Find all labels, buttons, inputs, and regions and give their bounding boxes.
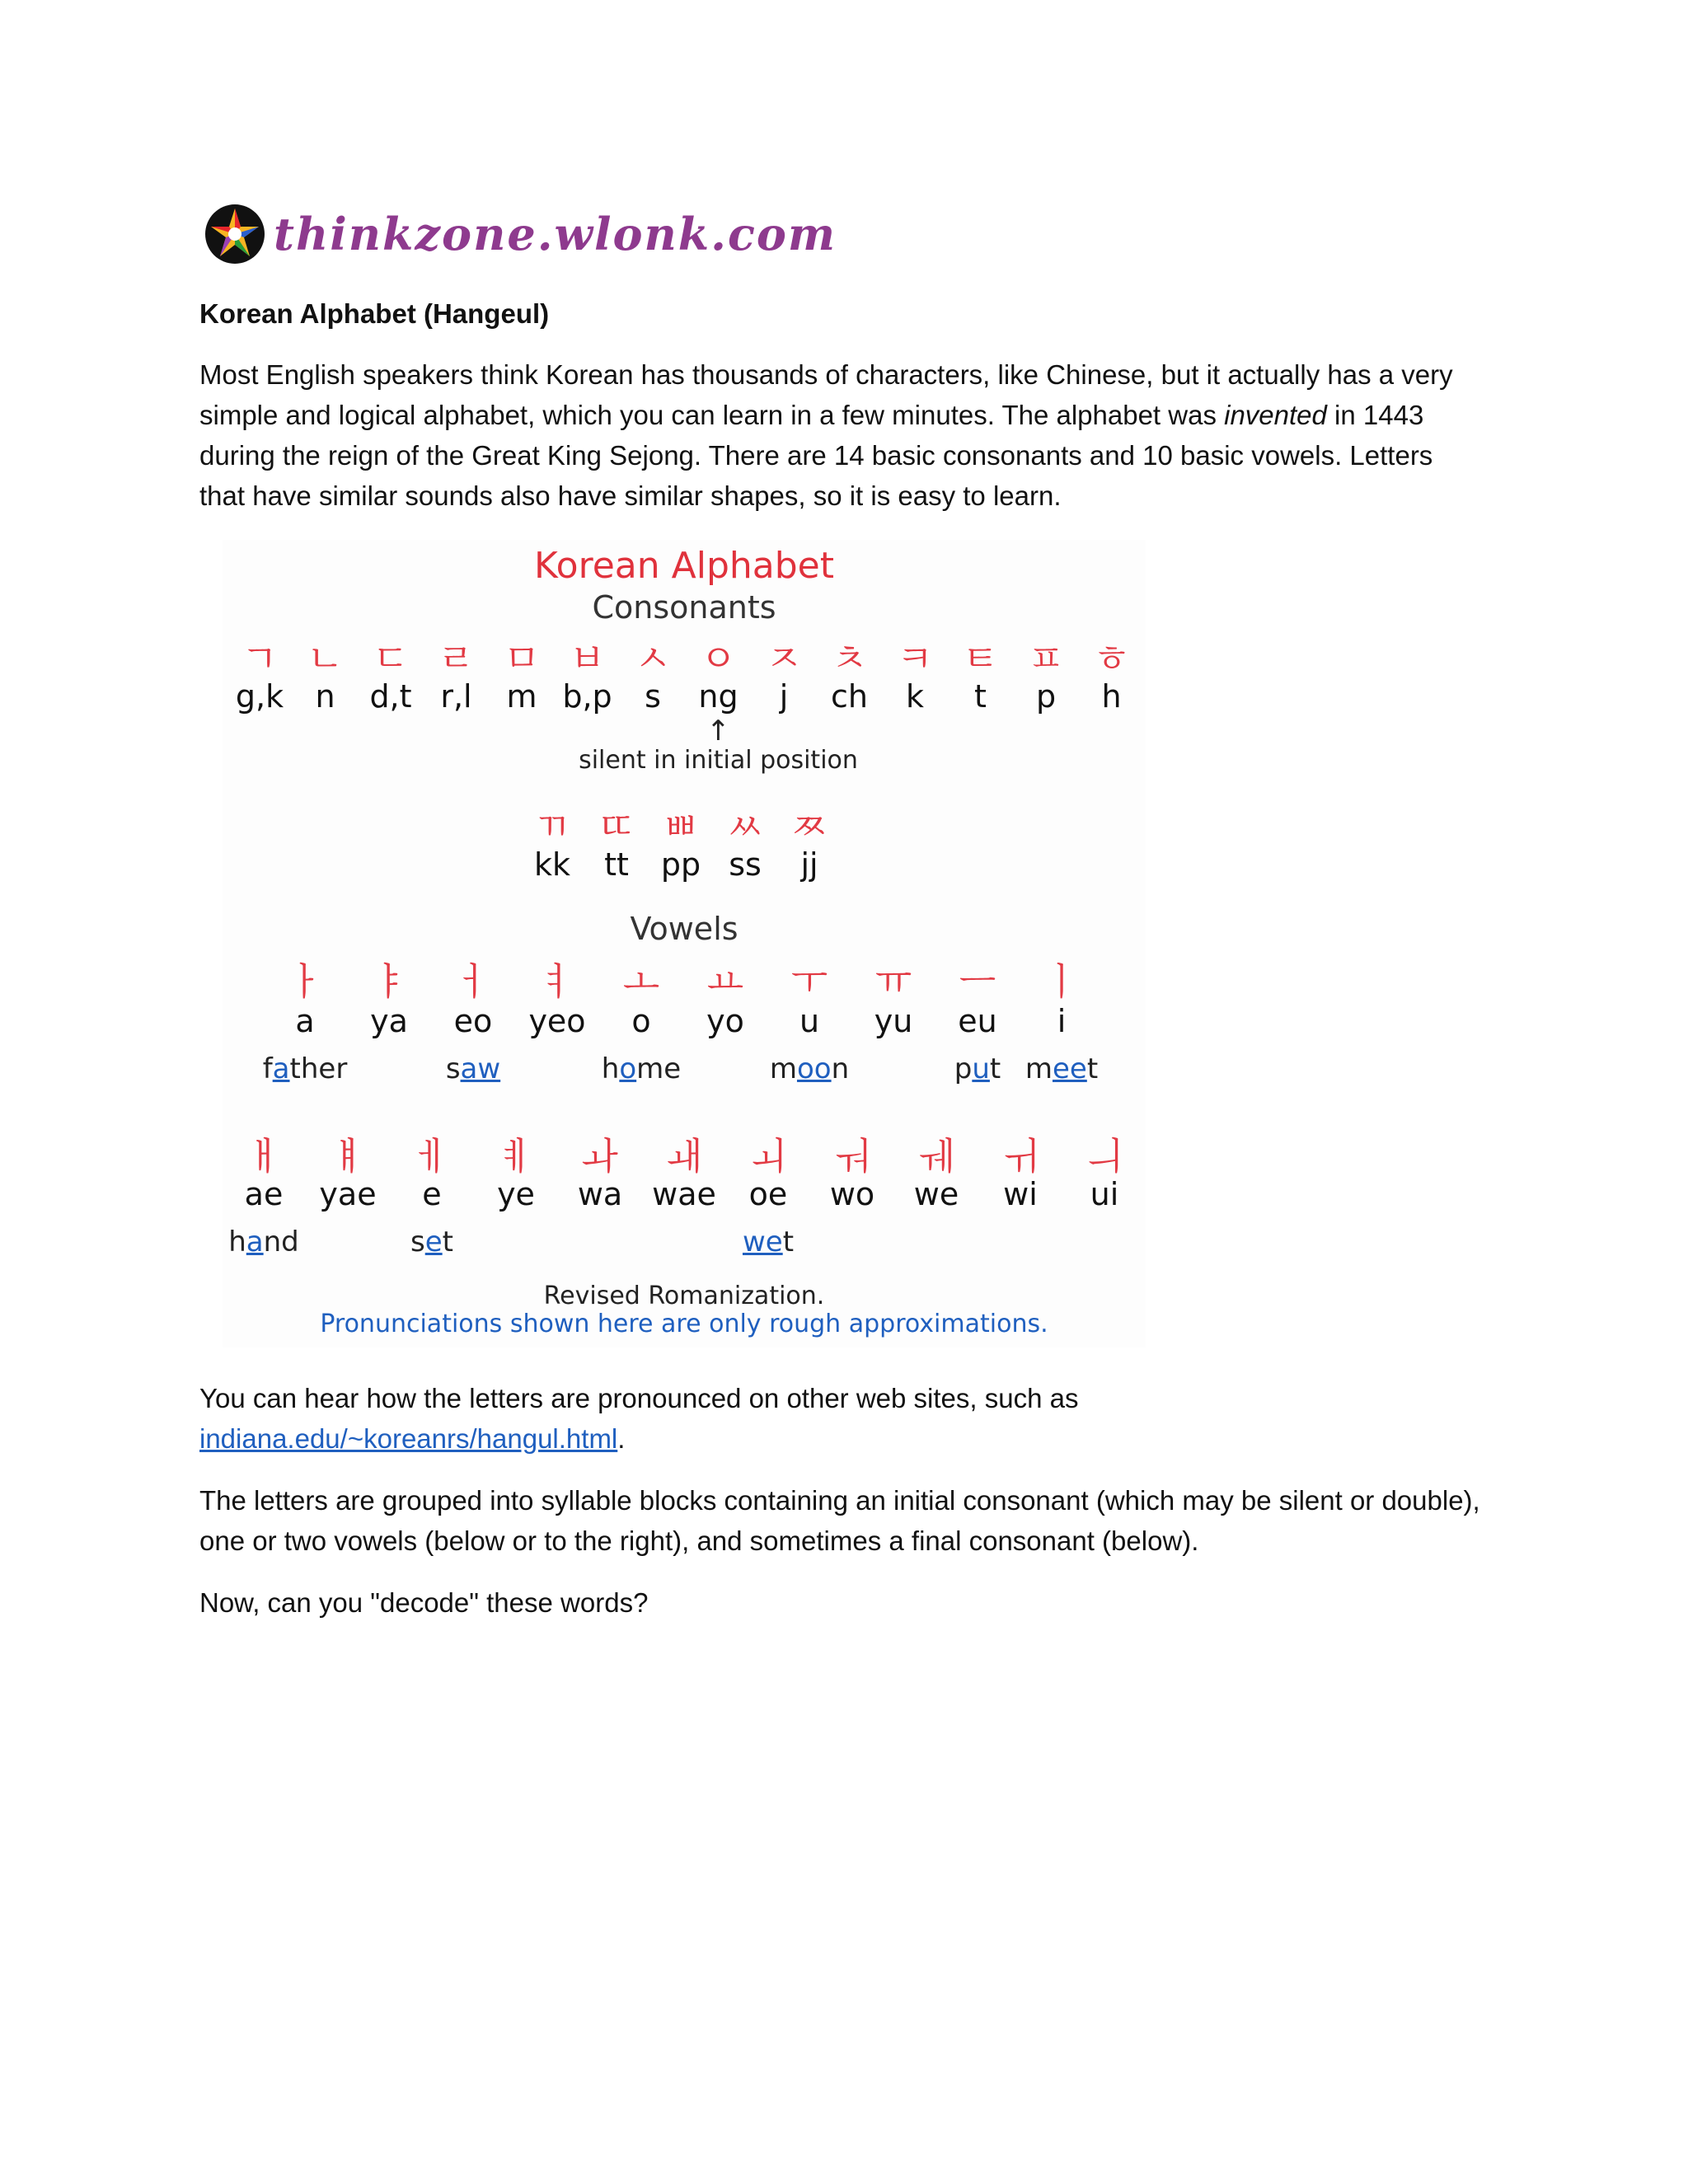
vowel-hangul: ㅡ: [959, 959, 996, 1004]
compound-vowel-hangul: ㅘ: [581, 1134, 619, 1179]
vowel-roman: o: [631, 1003, 651, 1039]
star-logo-icon: [204, 204, 265, 265]
approximation-note: Pronunciations shown here are only rough approximations.: [320, 1310, 1048, 1338]
double-consonant-hangul: ㄲ: [533, 804, 571, 849]
double-consonant-roman: tt: [604, 846, 629, 883]
consonant-hangul: ㅍ: [1027, 636, 1065, 681]
pronunciation-after: .: [617, 1423, 626, 1454]
vowel-example: father: [262, 1052, 348, 1085]
vowel-hangul: ㅣ: [1043, 959, 1081, 1004]
consonant-roman: t: [974, 678, 987, 715]
consonant-roman: b,p: [562, 678, 612, 715]
compound-vowel-roman: wi: [1003, 1176, 1038, 1212]
romanization-note: Revised Romanization.: [543, 1282, 825, 1310]
consonant-roman: r,l: [440, 678, 472, 715]
consonant-hangul: ㅎ: [1093, 636, 1130, 681]
compound-vowel-roman: oe: [748, 1176, 788, 1212]
consonant-hangul: ㅁ: [503, 636, 541, 681]
compound-vowel-hangul: ㅢ: [1085, 1134, 1123, 1179]
compound-vowel-hangul: ㅙ: [665, 1134, 703, 1179]
double-consonant-roman: jj: [800, 846, 818, 883]
compound-vowel-roman: ui: [1090, 1176, 1119, 1212]
vowel-roman: ya: [370, 1003, 408, 1039]
intro-emphasis: invented: [1224, 400, 1327, 430]
consonant-roman: k: [905, 678, 924, 715]
vowel-hangul: ㅏ: [286, 959, 324, 1004]
pronunciation-paragraph: [199, 1378, 1485, 1459]
vowel-hangul: ㅗ: [622, 959, 660, 1004]
consonant-hangul: ㄴ: [307, 636, 344, 681]
intro-paragraph: [199, 354, 1485, 516]
vowel-hangul: ㅑ: [370, 959, 408, 1004]
decode-paragraph: Now, can you "decode" these words?: [199, 1587, 649, 1618]
double-consonant-hangul: ㅃ: [662, 804, 700, 849]
vowel-roman: yu: [874, 1003, 913, 1039]
compound-vowel-hangul: ㅖ: [497, 1134, 535, 1179]
compound-vowel-roman: wae: [652, 1176, 716, 1212]
consonant-roman: d,t: [369, 678, 412, 715]
consonant-roman: g,k: [235, 678, 284, 715]
vowel-roman: yo: [706, 1003, 744, 1039]
vowel-roman: a: [295, 1003, 315, 1039]
compound-vowel-hangul: ㅔ: [413, 1134, 451, 1179]
consonant-roman: h: [1101, 678, 1122, 715]
compound-vowel-hangul: ㅐ: [245, 1134, 283, 1179]
compound-vowel-hangul: ㅟ: [1001, 1134, 1039, 1179]
consonant-hangul: ㄷ: [372, 636, 410, 681]
korean-alphabet-figure: [223, 540, 1146, 1347]
vowels-label: Vowels: [630, 911, 738, 947]
consonant-roman: p: [1035, 678, 1057, 715]
silent-note: silent in initial position: [579, 746, 858, 775]
vowel-hangul: ㅜ: [790, 959, 828, 1004]
compound-vowel-hangul: ㅒ: [329, 1134, 367, 1179]
vowel-hangul: ㅕ: [538, 959, 576, 1004]
double-consonant-hangul: ㄸ: [598, 804, 635, 849]
page-heading: Korean Alphabet (Hangeul): [199, 298, 550, 329]
arrow-up-icon: ↑: [706, 715, 730, 748]
vowel-example: saw: [445, 1052, 501, 1085]
compound-vowel-roman: ae: [244, 1176, 284, 1212]
vowel-hangul: ㅛ: [706, 959, 744, 1004]
consonant-hangul: ㅌ: [962, 636, 999, 681]
intro-text-2: in 1443 during the reign of the Great King Sejong. There are 14 basic consonants and 10 basic vowels. Letters that have similar sounds also have similar shapes, so it is easy to learn.: [199, 400, 1433, 511]
vowel-roman: i: [1057, 1003, 1067, 1039]
compound-vowel-roman: we: [913, 1176, 959, 1212]
consonant-roman: j: [779, 678, 789, 715]
vowel-hangul: ㅓ: [454, 959, 492, 1004]
compound-vowel-example: set: [410, 1226, 453, 1258]
vowel-roman: yeo: [528, 1003, 586, 1039]
logo-text: thinkzone.wlonk.com: [274, 208, 837, 260]
consonant-hangul: ㅂ: [569, 636, 606, 681]
compound-vowel-roman: wo: [829, 1176, 875, 1212]
compound-vowel-roman: wa: [577, 1176, 623, 1212]
double-consonant-hangul: ㅆ: [726, 804, 764, 849]
compound-vowel-roman: e: [422, 1176, 442, 1212]
double-consonant-roman: kk: [533, 846, 570, 883]
consonants-label: Consonants: [592, 589, 776, 626]
vowel-example: put: [954, 1052, 1001, 1085]
consonant-hangul: ㅇ: [700, 636, 737, 681]
site-logo[interactable]: [204, 201, 837, 267]
double-consonant-roman: ss: [729, 846, 762, 883]
indiana-link[interactable]: indiana.edu/~koreanrs/hangul.html: [199, 1423, 618, 1454]
compound-vowel-example: hand: [228, 1226, 299, 1258]
vowel-example: moon: [769, 1052, 850, 1085]
vowel-hangul: ㅠ: [874, 959, 912, 1004]
consonant-hangul: ㅅ: [634, 636, 672, 681]
vowel-roman: eo: [453, 1003, 493, 1039]
compound-vowel-example: wet: [742, 1226, 795, 1258]
consonant-hangul: ㄱ: [241, 636, 279, 681]
consonant-hangul: ㄹ: [438, 636, 475, 681]
consonant-hangul: ㅈ: [765, 636, 803, 681]
consonant-roman: m: [506, 678, 537, 715]
compound-vowel-hangul: ㅚ: [749, 1134, 787, 1179]
vowel-example: home: [601, 1052, 682, 1085]
compound-vowel-hangul: ㅞ: [917, 1134, 955, 1179]
double-consonant-roman: pp: [660, 846, 701, 883]
compound-vowel-roman: ye: [497, 1176, 535, 1212]
intro-text-1: Most English speakers think Korean has thousands of characters, like Chinese, but it actually has a very simple and logical alphabet, which you can learn in a few minutes. The alphabet was: [199, 359, 1453, 430]
compound-vowel-roman: yae: [319, 1176, 377, 1212]
compound-vowel-hangul: ㅝ: [833, 1134, 871, 1179]
figure-title: Korean Alphabet: [534, 545, 834, 587]
consonant-roman: s: [645, 678, 661, 715]
consonant-roman: ch: [831, 678, 868, 715]
consonant-hangul: ㅊ: [831, 636, 868, 681]
vowel-roman: eu: [958, 1003, 997, 1039]
consonant-roman: ng: [698, 678, 738, 715]
pronunciation-text: You can hear how the letters are pronounced on other web sites, such as: [199, 1383, 1079, 1413]
syllable-paragraph: The letters are grouped into syllable blocks containing an initial consonant (which may be silent or double), one or two vowels (below or to the right), and sometimes a final consonant (below).: [199, 1485, 1480, 1556]
consonant-hangul: ㅋ: [896, 636, 934, 681]
double-consonant-hangul: ㅉ: [790, 804, 828, 849]
consonant-roman: n: [315, 678, 335, 715]
vowel-roman: u: [799, 1003, 820, 1039]
vowel-example: meet: [1025, 1052, 1099, 1085]
